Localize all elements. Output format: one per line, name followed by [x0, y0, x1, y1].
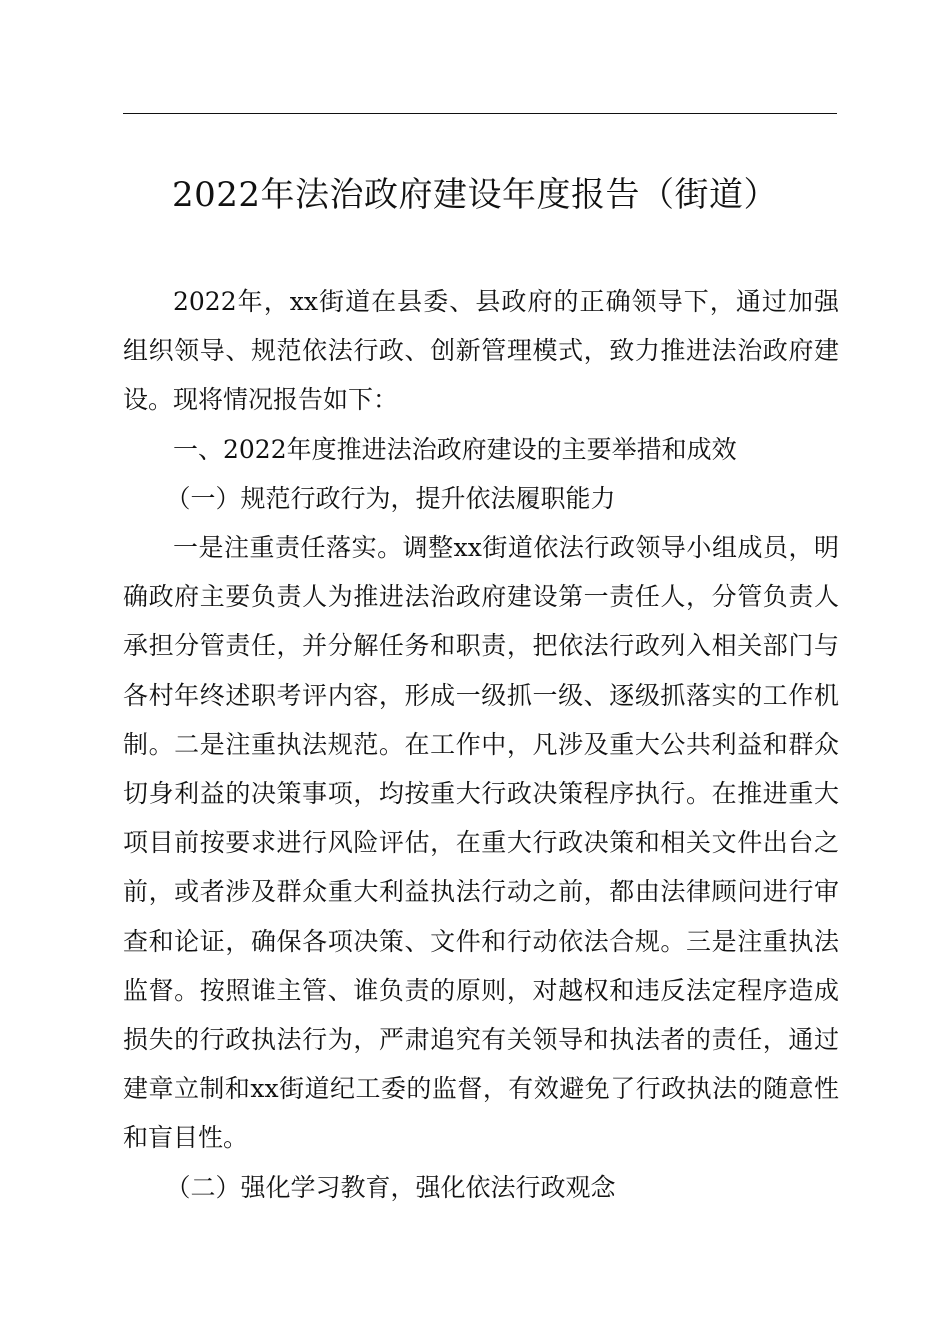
subsection-heading-1: （一）规范行政行为，提升依法履职能力: [165, 483, 616, 513]
document-body: [123, 277, 839, 1212]
section-heading-1: 一、2022年度推进法治政府建设的主要举措和成效: [173, 434, 737, 464]
subsection-body-1: 一是注重责任落实。调整xx街道依法行政领导小组成员，明确政府主要负责人为推进法治政府建设第一责任人，分管负责人承担分管责任，并分解任务和职责，把依法行政列入相关部门与各村年终述职考评内容，形成一级抓一级、逐级抓落实的工作机制。二是注重执法规范。在工作中，凡涉及重大公共利益和群众切身利益的决策事项，均按重大行政决策程序执行。在推进重大项目前按要求进行风险评估，在重大行政决策和相关文件出台之前，或者涉及群众重大利益执法行动之前，都由法律顾问进行审查和论证，确保各项决策、文件和行动依法合规。三是注重执法监督。按照谁主管、谁负责的原则，对越权和违反法定程序造成损失的行政执法行为，严肃追究有关领导和执法者的责任，通过建章立制和xx街道纪工委的监督，有效避免了行政执法的随意性和盲目性。: [123, 533, 839, 1153]
document-title: 2022年法治政府建设年度报告（街道）: [171, 175, 779, 215]
header-divider: [123, 113, 837, 114]
intro-paragraph: 2022年，xx街道在县委、县政府的正确领导下，通过加强组织领导、规范依法行政、创新管理模式，致力推进法治政府建设。现将情况报告如下：: [123, 287, 839, 415]
subsection-heading-2: （二）强化学习教育，强化依法行政观念: [165, 1172, 616, 1202]
